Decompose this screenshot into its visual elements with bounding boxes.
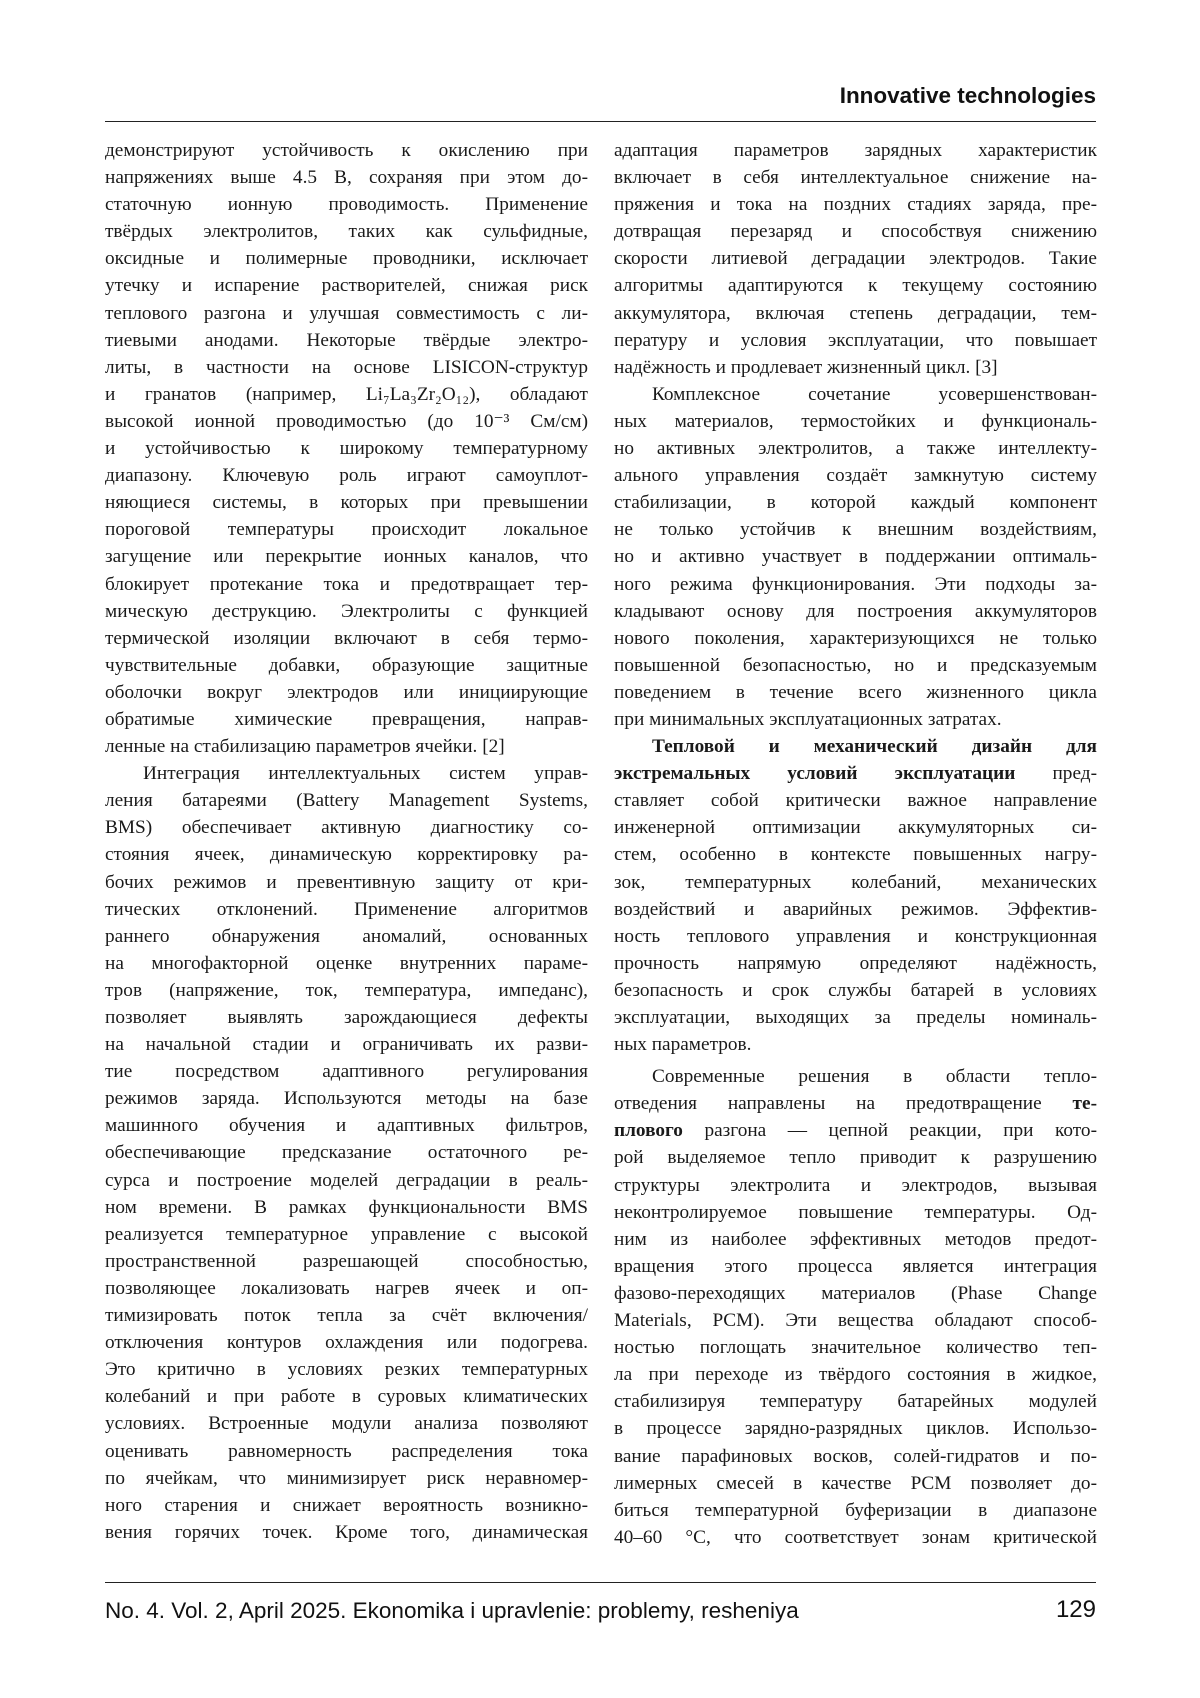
text-line: ставляет собой критически важное направление [614, 790, 1097, 812]
text-line: пряжения и тока на поздних стадиях заряда, пре- [614, 194, 1097, 216]
text-line: пространственной разрешающей способностью, [105, 1250, 588, 1272]
text-line: кладывают основу для построения аккумуляторов [614, 600, 1097, 622]
text-line: воздействий и аварийных режимов. Эффектив- [614, 898, 1097, 920]
text-line: надёжность и продлевает жизненный цикл. [3] [614, 356, 998, 378]
text-line: режимов заряда. Используются методы на базе [105, 1088, 588, 1110]
text-line: сурса и построение моделей деградации в реаль- [105, 1169, 588, 1191]
text-line: инженерной оптимизации аккумуляторных си- [614, 817, 1097, 839]
text-line: пороговой температуры происходит локальное [105, 519, 588, 541]
text-line: ных материалов, термостойких и функциональ- [614, 410, 1097, 432]
text-line [614, 1117, 1097, 1144]
text-line: загущение или перекрытие ионных каналов, что [105, 546, 588, 568]
text-line: ним из наиболее эффективных методов предот- [614, 1228, 1097, 1250]
text-line: и устойчивостью к широкому температурному [105, 438, 588, 460]
text-line: диапазону. Ключевую роль играют самоуплот- [105, 465, 588, 487]
text-line: бочих режимов и превентивную защиту от кри- [105, 871, 588, 893]
text-fragment: разгона — цепной реакции, при кото- [682, 1120, 1097, 1142]
text-line: Комплексное сочетание усовершенствован- [652, 383, 1097, 405]
text-line: оксидные и полимерные проводники, исключает [105, 248, 588, 270]
text-line: рой выделяемое тепло приводит к разрушению [614, 1147, 1097, 1169]
text-line: статочную ионную проводимость. Применение [105, 194, 588, 216]
text-line: напряжениях выше 4.5 В, сохраняя при этом до- [105, 167, 588, 189]
text-line: ного старения и снижает вероятность возникно- [105, 1494, 588, 1516]
text-line: блокирует протекание тока и предотвращает тер- [105, 573, 588, 595]
text-line: утечку и испарение растворителей, снижая риск [105, 275, 588, 297]
text-line: структуры электролита и электродов, вызывая [614, 1174, 1097, 1196]
text-line: условиях. Встроенные модули анализа позволяют [105, 1413, 588, 1435]
text-line: обратимые химические превращения, направ- [105, 708, 588, 730]
text-line: на начальной стадии и ограничивать их разви- [105, 1034, 588, 1056]
text-line: фазово-переходящих материалов (Phase Change [614, 1282, 1097, 1304]
section-heading-part-1: Тепловой и механический дизайн для [652, 736, 1097, 758]
text-line: BMS) обеспечивает активную диагностику со- [105, 817, 588, 839]
text-line: ления батареями (Battery Management Systems, [105, 790, 588, 812]
text-line: безопасность и срок службы батарей в условиях [614, 979, 1097, 1001]
text-line [614, 760, 1097, 787]
text-line: зок, температурных колебаний, механических [614, 871, 1097, 893]
text-line: при минимальных эксплуатационных затратах. [614, 708, 1002, 730]
text-line: но активных электролитов, а также интеллекту- [614, 438, 1097, 460]
text-line: Современные решения в области тепло- [652, 1066, 1097, 1088]
text-fragment: отведения направлены на предотвращение [614, 1093, 1073, 1115]
text-line: вание парафиновых восков, солей-гидратов и по- [614, 1445, 1097, 1467]
text-line: 40–60 °C, что соответствует зонам критической [614, 1526, 1097, 1548]
text-line: тиевыми анодами. Некоторые твёрдые электро- [105, 329, 588, 351]
text-line: включает в себя интеллектуальное снижение на- [614, 167, 1097, 189]
text-line: адаптация параметров зарядных характеристик [614, 140, 1097, 161]
text-line: тических отклонений. Применение алгоритмов [105, 898, 588, 920]
text-line: тие посредством адаптивного регулирования [105, 1061, 588, 1083]
text-line: стояния ячеек, динамическую корректировку ра- [105, 844, 588, 866]
left-text-column [105, 137, 588, 1546]
text-line: нового поколения, характеризующихся не только [614, 627, 1097, 649]
text-line: стабилизируя температуру батарейных модулей [614, 1391, 1097, 1413]
bold-fragment: плового [614, 1120, 683, 1142]
text-line [614, 1090, 1097, 1117]
text-line: обеспечивающие предсказание остаточного ре- [105, 1142, 588, 1164]
text-line: по ячейкам, что минимизирует риск неравномер- [105, 1467, 588, 1489]
text-line [614, 733, 1097, 760]
text-line: прочность напрямую определяют надёжность, [614, 952, 1097, 974]
text-line: Интеграция интеллектуальных систем управ- [143, 763, 588, 785]
header-rule [105, 121, 1096, 122]
text-line: ального управления создаёт замкнутую систему [614, 465, 1097, 487]
text-line: не только устойчив к внешним воздействиям, [614, 519, 1097, 541]
text-line: ла при переходе из твёрдого состояния в жидкое, [614, 1364, 1097, 1386]
text-line: и гранатов (например, Li₇La₃Zr₂O₁₂), обладают [105, 383, 588, 405]
text-line: тров (напряжение, ток, температура, импеданс), [105, 979, 588, 1001]
text-line: демонстрируют устойчивость к окислению при [105, 140, 588, 161]
text-line: термической изоляции включают в себя термо- [105, 627, 588, 649]
text-line: позволяет выявлять зарождающиеся дефекты [105, 1007, 588, 1028]
text-line: высокой ионной проводимостью (до 10⁻³ См/см) [105, 410, 588, 432]
text-line: отключения контуров охлаждения или подогрева. [105, 1332, 588, 1354]
text-line: ном времени. В рамках функциональности BMS [105, 1196, 588, 1218]
text-line: пературу и условия эксплуатации, что повышает [614, 329, 1097, 351]
footer-rule [105, 1582, 1096, 1583]
text-line: Это критично в условиях резких температурных [105, 1359, 588, 1381]
text-line: теплового разгона и улучшая совместимость с ли- [105, 302, 588, 324]
text-line: поведением в течение всего жизненного цикла [614, 681, 1097, 703]
right-text-column [614, 137, 1097, 1551]
text-fragment: пред- [1015, 763, 1097, 785]
text-line: оценивать равномерность распределения тока [105, 1440, 588, 1462]
text-line: ностью поглощать значительное количество теп- [614, 1337, 1097, 1359]
text-line: эксплуатации, выходящих за пределы номиналь- [614, 1007, 1097, 1028]
text-line: Materials, PCM). Эти вещества обладают способ- [614, 1310, 1097, 1332]
text-line: ленные на стабилизацию параметров ячейки. [2] [105, 736, 505, 758]
text-line: няющиеся системы, в которых при превышении [105, 492, 588, 514]
text-line: дотвращая перезаряд и способствуя снижению [614, 221, 1097, 243]
text-line: твёрдых электролитов, таких как сульфидные, [105, 221, 588, 243]
text-line: в процессе зарядно-разрядных циклов. Использо- [614, 1418, 1097, 1440]
text-line: стабилизации, в которой каждый компонент [614, 492, 1097, 514]
text-line: машинного обучения и адаптивных фильтров, [105, 1115, 588, 1137]
text-line: стем, особенно в контексте повышенных нагру- [614, 844, 1097, 866]
text-line: вения горячих точек. Кроме того, динамическая [105, 1521, 588, 1543]
text-line: чувствительные добавки, образующие защитные [105, 654, 588, 676]
text-line: позволяющее локализовать нагрев ячеек и оп- [105, 1277, 588, 1299]
text-line: на многофакторной оценке внутренних параме- [105, 952, 588, 974]
text-line: лимерных смесей в качестве PCM позволяет до- [614, 1472, 1097, 1494]
text-line: биться температурной буферизации в диапазоне [614, 1499, 1097, 1521]
text-line: повышенной безопасностью, но и предсказуемым [614, 654, 1097, 676]
text-line: ного режима функционирования. Эти подходы за- [614, 573, 1097, 595]
text-line: аккумулятора, включая степень деградации, тем- [614, 302, 1097, 324]
section-heading-part-2: экстремальных условий эксплуатации [614, 763, 1016, 785]
text-line: колебаний и при работе в суровых климатических [105, 1386, 588, 1408]
text-line: ность теплового управления и конструкционная [614, 925, 1097, 947]
text-line: но и активно участвует в поддержании оптималь- [614, 546, 1097, 568]
text-line: раннего обнаружения аномалий, основанных [105, 925, 588, 947]
text-line: оболочки вокруг электродов или инициирующие [105, 681, 588, 703]
text-line: неконтролируемое повышение температуры. Од- [614, 1201, 1097, 1223]
text-line: скорости литиевой деградации электродов. Такие [614, 248, 1097, 270]
running-header-title: Innovative technologies [839, 83, 1096, 108]
text-line: мическую деструкцию. Электролиты с функцией [105, 600, 588, 622]
page-number: 129 [1055, 1596, 1096, 1623]
text-line: ных параметров. [614, 1034, 752, 1056]
text-line: вращения этого процесса является интеграция [614, 1255, 1097, 1277]
text-line: алгоритмы адаптируются к текущему состоянию [614, 275, 1097, 297]
text-line: тимизировать поток тепла за счёт включения/ [105, 1305, 588, 1327]
text-line: литы, в частности на основе LISICON-структур [105, 356, 588, 378]
text-line: реализуется температурное управление с высокой [105, 1223, 588, 1245]
footer-citation: No. 4. Vol. 2, April 2025. Ekonomika i upravlenie: problemy, resheniya [105, 1598, 799, 1623]
bold-fragment: те- [1072, 1093, 1097, 1115]
